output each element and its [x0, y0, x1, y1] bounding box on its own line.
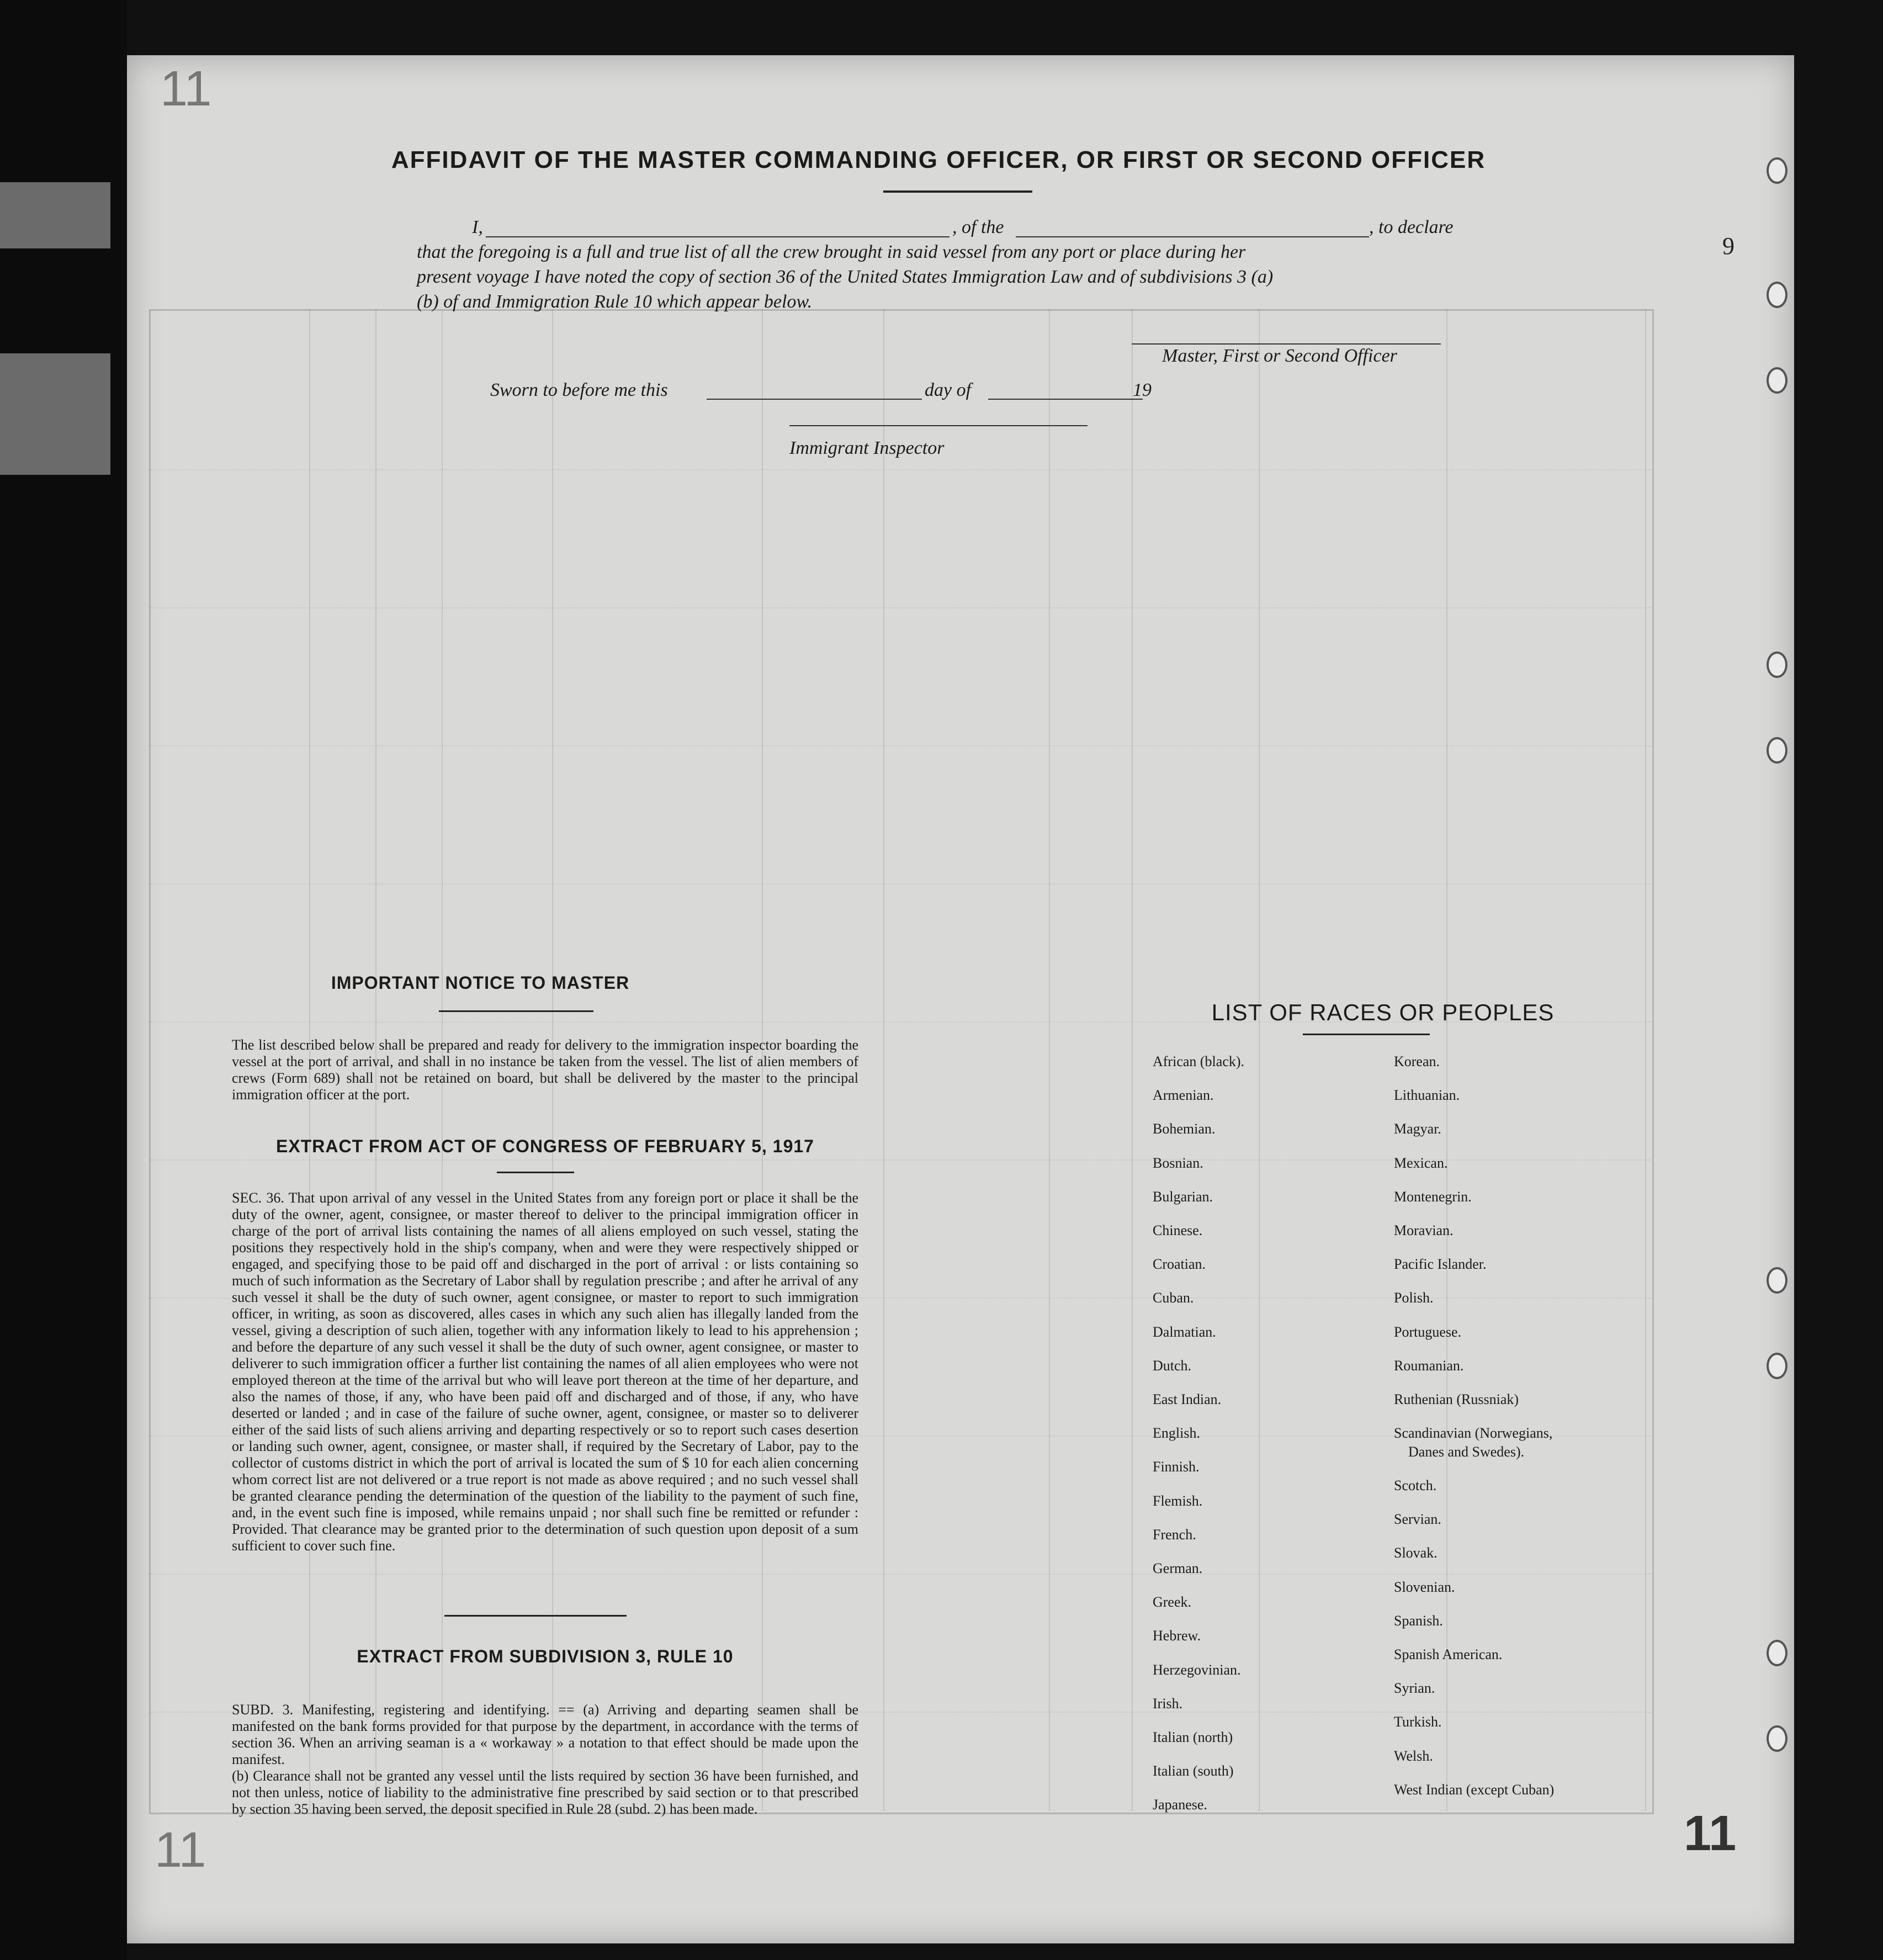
- races-rule: [1303, 1034, 1430, 1035]
- race-item: Spanish American.: [1394, 1646, 1503, 1663]
- bleed-row-line: [149, 469, 1651, 470]
- bleed-column-line: [1645, 309, 1646, 1811]
- rule-text-a: SUBD. 3. Manifesting, registering and identifying. == (a) Arriving and departing seamen shall be manifested on the bank forms provided for that purpose by the department, in accordance with the terms of section 36. When an arriving seaman is a « workaway » a notation to that effect should be made upon the manifest.: [232, 1702, 858, 1767]
- race-item: Bohemian.: [1153, 1121, 1216, 1137]
- bleed-column-line: [1259, 309, 1260, 1811]
- signature-blank: [1132, 343, 1441, 345]
- race-item: Pacific Islander.: [1394, 1256, 1487, 1273]
- race-item: Korean.: [1394, 1053, 1440, 1069]
- race-item: Syrian.: [1394, 1680, 1435, 1697]
- race-item: African (black).: [1153, 1053, 1245, 1069]
- race-item: Roumanian.: [1394, 1357, 1464, 1374]
- race-item: Ruthenian (Russniak): [1394, 1391, 1519, 1407]
- race-item: Greek.: [1153, 1594, 1192, 1611]
- notice-title: IMPORTANT NOTICE TO MASTER: [331, 973, 630, 993]
- rule-title: EXTRACT FROM SUBDIVISION 3, RULE 10: [357, 1646, 734, 1666]
- affidavit-i: I,: [472, 217, 483, 237]
- affidavit-of-the: , of the: [952, 217, 1004, 237]
- bleed-column-line: [1049, 309, 1050, 1811]
- binder-hole: [1767, 1640, 1787, 1666]
- affidavit-line-4: (b) of and Immigration Rule 10 which appear below.: [417, 292, 813, 312]
- races-title: LIST OF RACES OR PEOPLES: [1211, 999, 1555, 1025]
- master-officer-label: Master, First or Second Officer: [1162, 346, 1397, 366]
- race-item: German.: [1153, 1560, 1203, 1576]
- binder-hole: [1767, 651, 1787, 678]
- race-item: Dutch.: [1153, 1357, 1192, 1374]
- race-item: Italian (north): [1153, 1729, 1233, 1745]
- stub-tab: [0, 182, 110, 248]
- page-number-mark: 11: [160, 61, 212, 116]
- inspector-label: Immigrant Inspector: [789, 438, 945, 458]
- race-item: Hebrew.: [1153, 1628, 1201, 1644]
- page-number-mark-right: 11: [1684, 1806, 1737, 1861]
- race-item: East Indian.: [1153, 1391, 1222, 1407]
- binder-hole: [1767, 1353, 1787, 1379]
- binder-hole: [1767, 1725, 1787, 1752]
- race-item: Finnish.: [1153, 1459, 1200, 1475]
- act-title: EXTRACT FROM ACT OF CONGRESS OF FEBRUARY 5, 1917: [276, 1136, 814, 1156]
- race-item: Polish.: [1394, 1290, 1434, 1306]
- corner-number-mark: 9: [1722, 232, 1735, 259]
- bleed-row-line: [149, 607, 1651, 608]
- race-item: Flemish.: [1153, 1492, 1203, 1509]
- race-item: Moravian.: [1394, 1222, 1454, 1238]
- day-of-label: day of: [925, 380, 972, 400]
- race-item: Portuguese.: [1394, 1323, 1462, 1340]
- race-item: Chinese.: [1153, 1222, 1203, 1238]
- binder-hole: [1767, 737, 1787, 764]
- rule-text-b: (b) Clearance shall not be granted any vessel until the lists required by section 36 have been furnished, and not then unless, notice of liability to the administrative fine prescribed by said section or to that prescribed by section 35 having been served, the deposit specified in Rule 28 (subd. 2) has been made.: [232, 1768, 858, 1817]
- race-item: Spanish.: [1394, 1612, 1443, 1629]
- notice-rule: [439, 1010, 593, 1012]
- bleed-column-line: [1132, 309, 1133, 1811]
- sworn-label: Sworn to before me this: [490, 380, 668, 400]
- bleed-column-line: [883, 309, 884, 1811]
- race-item: Scotch.: [1394, 1477, 1437, 1494]
- race-item: Croatian.: [1153, 1256, 1206, 1273]
- affidavit-to-declare: , to declare: [1369, 217, 1454, 237]
- act-rule: [497, 1172, 574, 1173]
- vessel-name-blank: [1016, 236, 1369, 237]
- act-end-rule: [444, 1615, 627, 1617]
- affidavit-line-3: present voyage I have noted the copy of section 36 of the United States Immigration Law and of subdivisions 3 (a): [417, 267, 1274, 287]
- race-item: Herzegovinian.: [1153, 1661, 1241, 1678]
- act-text: SEC. 36. That upon arrival of any vessel in the United States from any foreign port or place it shall be the duty of the owner, agent, consignee, or master thereof to deliver to the principal immigration officer in charge of the port of arrival lists containing the names of all aliens employed on such vessel, stating the positions they respectively hold in the ship's company, when and were they were respectively shipped or engaged, and specifying those to be paid off and discharged in the port of arrival : or lists containing so much of such information as the Secretary of Labor shall by regulation prescribe ; and after he arrival of any such vessel it shall be the duty of such owner, agent consignee, or master to report to such immigration officer, in writing, as soon as discovered, alles cases in which any such alien has illegally landed from the vessel, giving a description of such alien, together with any information likely to lead to his apprehension ; and before the departure of any such vessel it shall be the duty of such owner, agent consignee, or master to deliverer to such immigration officer a further list containing the names of all alien employees who were not employed thereon at the time of the arrival but who will leave port thereon at the time of her departure, and also the names of those, if any, who have been paid off and discharged and of those, if any, who have deserted or landed ; and in case of the failure of suche owner, agent, consignee, or master so to deliverer either of the said lists of such aliens arriving and departing respectively or so to report such cases desertion or landing such owner, agent, consignee, or master shall, if required by the Secretary of Labor, pay to the collector of customs district in which the port of arrival is located the sum of $ 10 for each alien concerning whom correct list are not delivered or a true report is not made as above required ; and no such vessel shall be granted clearance pending the determination of the question of the liability to the payment of such fine, and, in the event such fine is imposed, while remains unpaid ; nor shall such fine be remitted or refunder : Provided. That clearance may be granted prior to the determination of such question upon deposit of a sum sufficient to cover such fine.: [232, 1190, 858, 1554]
- race-item: Servian.: [1394, 1511, 1441, 1528]
- affidavit-line-2: that the foregoing is a full and true list of all the crew brought in said vessel from any port or place during her: [417, 242, 1246, 262]
- bleed-row-line: [149, 1574, 1651, 1575]
- title-rule: [883, 190, 1032, 193]
- sworn-day-blank: [707, 399, 922, 400]
- race-item: Italian (south): [1153, 1763, 1234, 1779]
- binder-hole: [1767, 282, 1787, 308]
- page-number-mark-bottom: 11: [155, 1823, 206, 1878]
- binder-hole: [1767, 1267, 1787, 1294]
- race-item: Bosnian.: [1153, 1154, 1203, 1171]
- binder-hole: [1767, 367, 1787, 394]
- race-item: Danes and Swedes).: [1408, 1443, 1525, 1460]
- master-name-blank: [486, 236, 950, 237]
- race-item: Scandinavian (Norwegians,: [1394, 1425, 1553, 1442]
- race-item: Cuban.: [1153, 1290, 1194, 1306]
- inspector-blank: [789, 425, 1088, 426]
- binder-hole: [1767, 157, 1787, 184]
- binding-stub: [0, 0, 127, 1960]
- race-item: Lithuanian.: [1394, 1087, 1460, 1104]
- race-item: West Indian (except Cuban): [1394, 1781, 1555, 1798]
- race-item: Mexican.: [1394, 1154, 1448, 1171]
- sworn-month-blank: [988, 399, 1143, 400]
- notice-text: The list described below shall be prepared and ready for delivery to the immigration inspector boarding the vessel at the port of arrival, and shall in no instance be taken from the vessel. The list of alien members of crews (Form 689) shall not be retained on board, but shall be delivered by the master to the principal immigration officer at the port.: [232, 1037, 858, 1103]
- race-item: Irish.: [1153, 1695, 1183, 1712]
- race-item: Japanese.: [1153, 1797, 1207, 1813]
- bleed-row-line: [149, 745, 1651, 746]
- race-item: Slovenian.: [1394, 1578, 1455, 1595]
- race-item: Welsh.: [1394, 1747, 1433, 1764]
- race-item: Bulgarian.: [1153, 1188, 1213, 1205]
- affidavit-title: AFFIDAVIT OF THE MASTER COMMANDING OFFICER, OR FIRST OR SECOND OFFICER: [391, 146, 1486, 173]
- race-item: French.: [1153, 1526, 1196, 1543]
- bleed-row-line: [149, 883, 1651, 884]
- race-item: Armenian.: [1153, 1087, 1214, 1104]
- race-item: Slovak.: [1394, 1545, 1438, 1561]
- year-prefix: 19: [1133, 380, 1152, 400]
- race-item: Montenegrin.: [1394, 1188, 1472, 1205]
- race-item: Turkish.: [1394, 1714, 1442, 1730]
- race-item: English.: [1153, 1425, 1200, 1442]
- stub-tab: [0, 353, 110, 475]
- race-item: Dalmatian.: [1153, 1323, 1216, 1340]
- race-item: Magyar.: [1394, 1121, 1441, 1137]
